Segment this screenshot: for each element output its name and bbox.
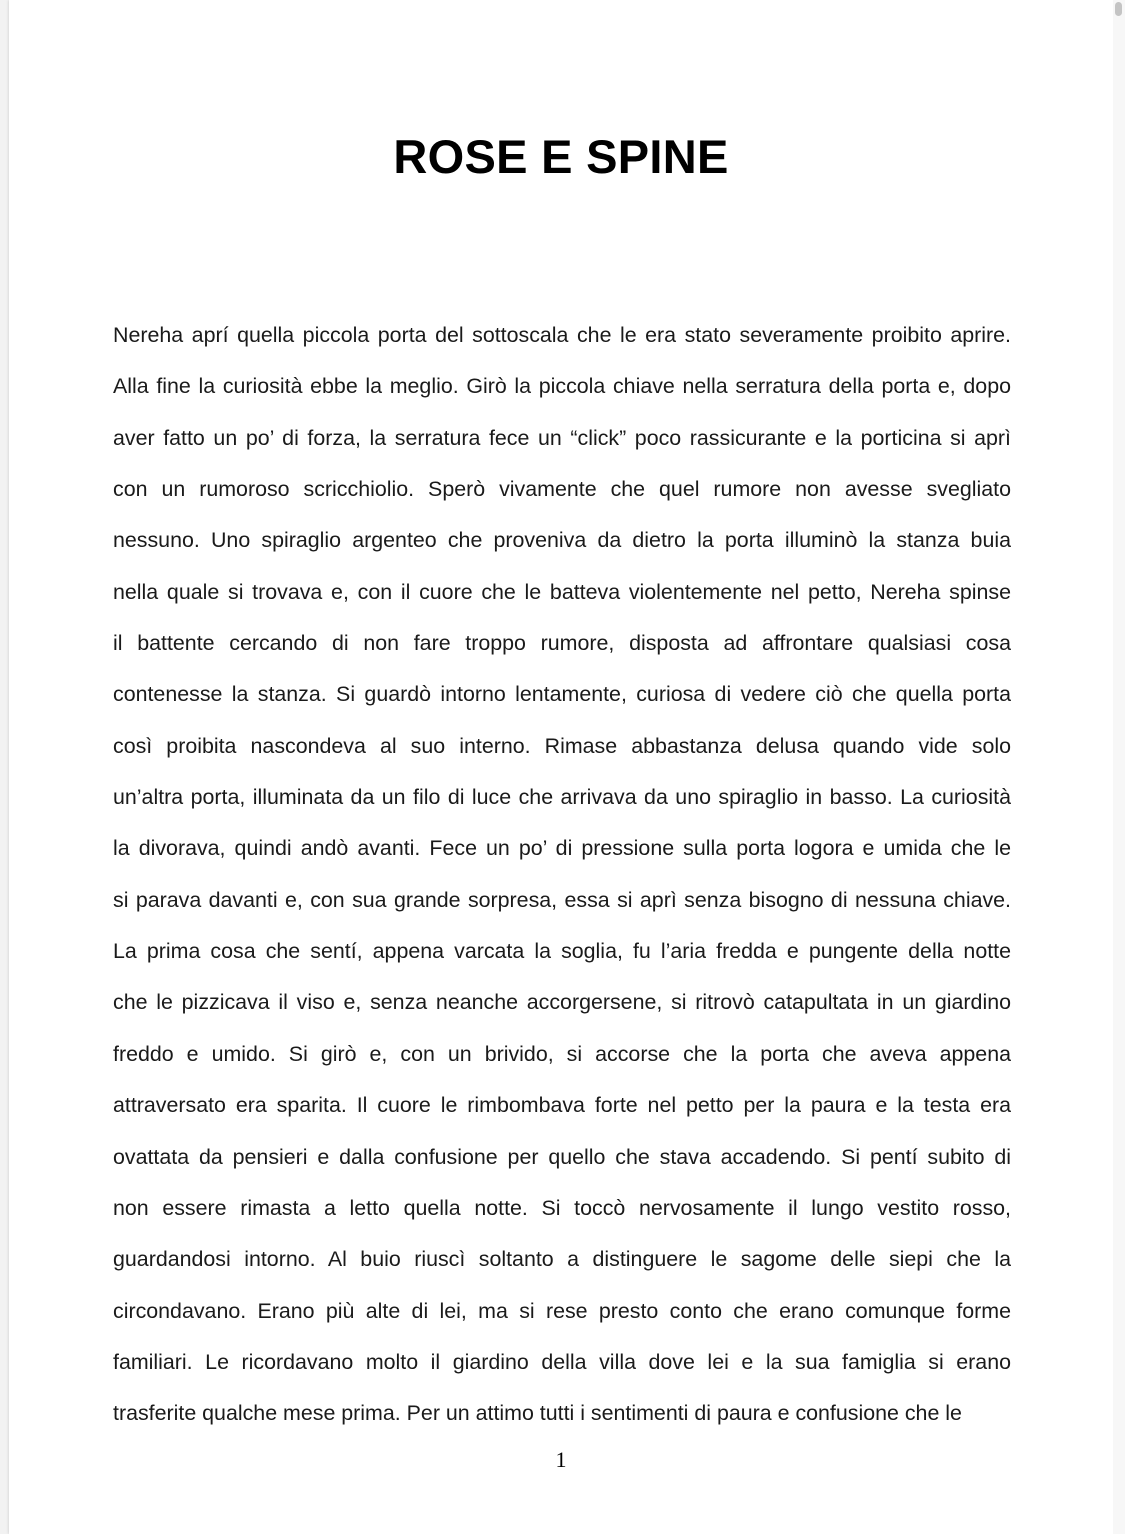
- text-line: Nereha aprí quella piccola porta del sottoscala che le era stato severamente proibito aprire.: [113, 323, 1011, 347]
- text-line: il battente cercando di non fare troppo rumore, disposta ad affrontare qualsiasi cosa: [113, 631, 1011, 656]
- page-number: 1: [555, 1447, 567, 1472]
- body-paragraph: [113, 310, 1011, 1440]
- text-line: familiari. Le ricordavano molto il giardino della villa dove lei e la sua famiglia si erano: [113, 1349, 1011, 1374]
- text-line: ovattata da pensieri e dalla confusione per quello che stava accadendo. Si pentí subito di: [113, 1144, 1011, 1169]
- text-line: un’altra porta, illuminata da un filo di luce che arrivava da uno spiraglio in basso. La curiosità: [113, 785, 1011, 810]
- text-line: che le pizzicava il viso e, senza neanche accorgersene, si ritrovò catapultata in un giardino: [113, 990, 1011, 1015]
- text-line: contenesse la stanza. Si guardò intorno lentamente, curiosa di vedere ciò che quella porta: [113, 682, 1011, 707]
- text-line: non essere rimasta a letto quella notte. Si toccò nervosamente il lungo vestito rosso,: [113, 1195, 1011, 1220]
- text-line: attraversato era sparita. Il cuore le rimbombava forte nel petto per la paura e la testa era: [113, 1093, 1011, 1118]
- text-line: si parava davanti e, con sua grande sorpresa, essa si aprì senza bisogno di nessuna chiave.: [113, 887, 1011, 912]
- text-line: Alla fine la curiosità ebbe la meglio. Girò la piccola chiave nella serratura della porta e, dopo: [113, 374, 1011, 399]
- document-page: [9, 0, 1113, 1534]
- text-line: La prima cosa che sentí, appena varcata la soglia, fu l’aria fredda e pungente della notte: [113, 939, 1011, 964]
- scrollbar-thumb[interactable]: [1115, 2, 1122, 16]
- text-line: così proibita nascondeva al suo interno. Rimase abbastanza delusa quando vide solo: [113, 733, 1011, 758]
- text-line: nella quale si trovava e, con il cuore che le batteva violentemente nel petto, Nereha spinse: [113, 579, 1011, 604]
- text-line: freddo e umido. Si girò e, con un brivido, si accorse che la porta che aveva appena: [113, 1041, 1011, 1066]
- text-line: nessuno. Uno spiraglio argenteo che proveniva da dietro la porta illuminò la stanza buia: [113, 528, 1011, 553]
- text-line: aver fatto un po’ di forza, la serratura fece un “click” poco rassicurante e la porticina si aprì: [113, 425, 1011, 450]
- page-title: ROSE E SPINE: [393, 130, 729, 183]
- text-line: circondavano. Erano più alte di lei, ma si rese presto conto che erano comunque forme: [113, 1298, 1011, 1323]
- text-line: trasferite qualche mese prima. Per un attimo tutti i sentimenti di paura e confusione che le: [113, 1401, 962, 1426]
- vertical-scrollbar[interactable]: [1113, 0, 1125, 1534]
- text-line: guardandosi intorno. Al buio riuscì soltanto a distinguere le sagome delle siepi che la: [113, 1247, 1011, 1272]
- text-line: con un rumoroso scricchiolio. Sperò vivamente che quel rumore non avesse svegliato: [113, 477, 1011, 502]
- text-line: la divorava, quindi andò avanti. Fece un po’ di pressione sulla porta logora e umida che le: [113, 836, 1011, 861]
